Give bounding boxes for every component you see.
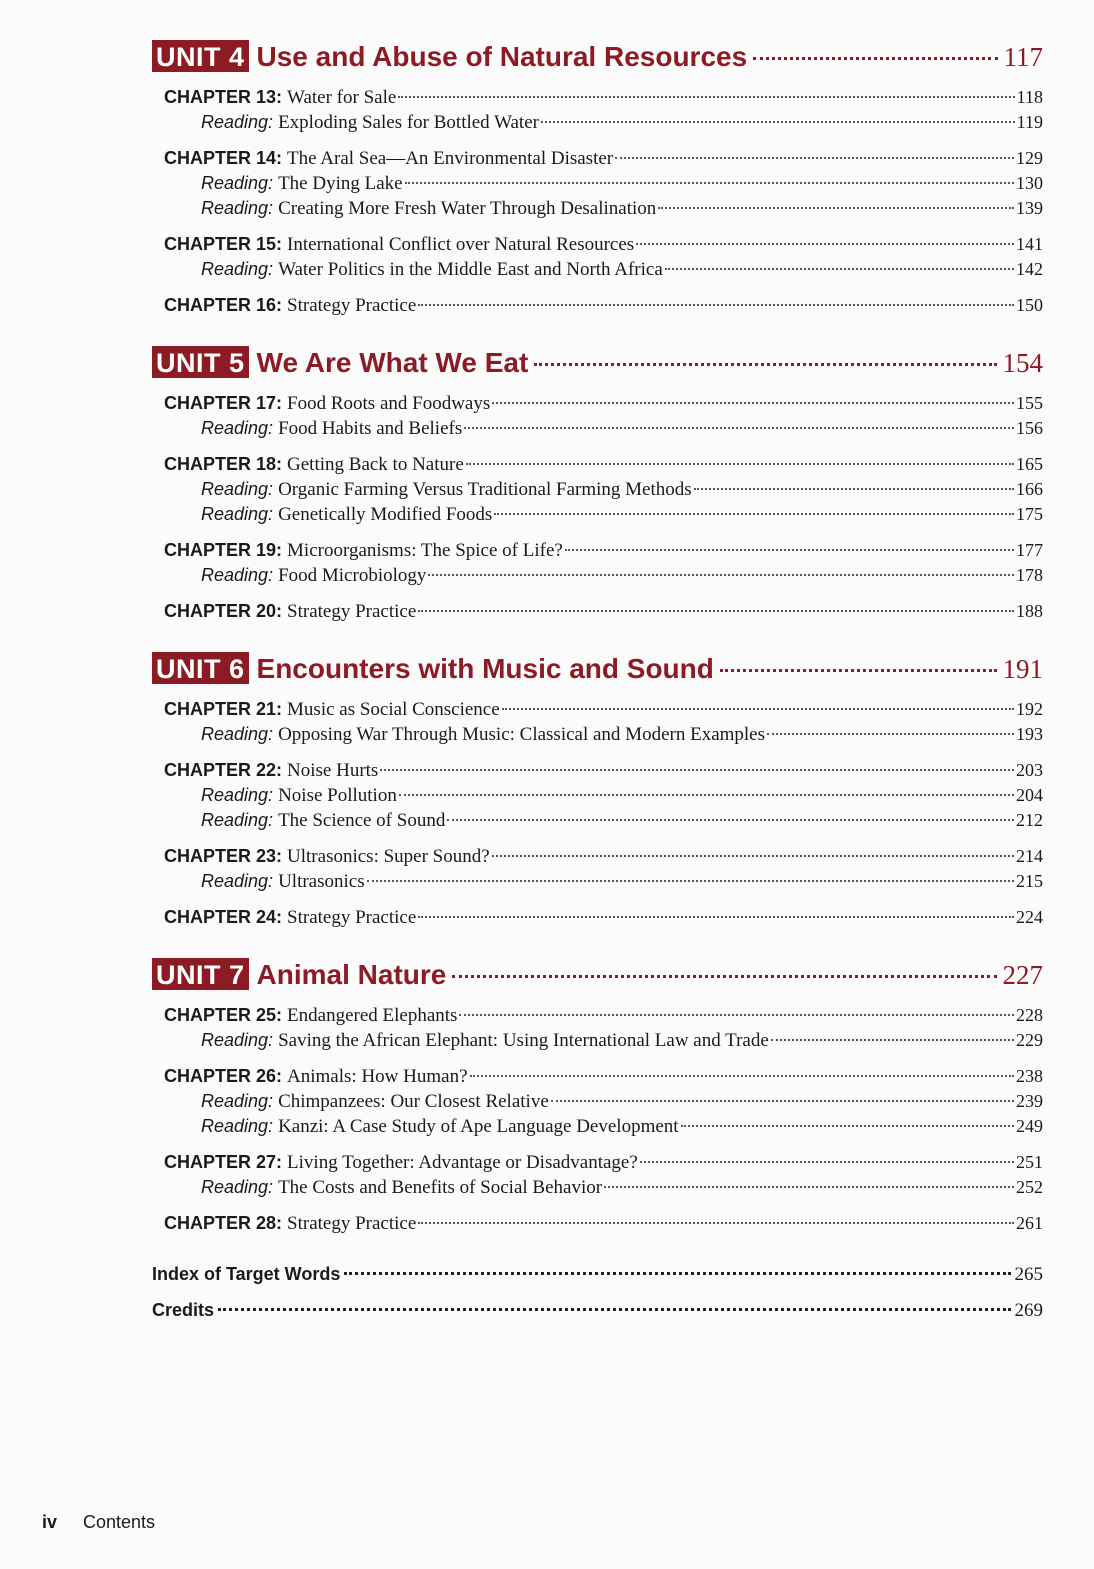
chapter-title: Endangered Elephants xyxy=(287,1005,458,1026)
dot-leader xyxy=(218,1308,1010,1311)
chapter-entry[interactable] xyxy=(152,1066,1043,1091)
reading-entry[interactable] xyxy=(152,1177,1043,1202)
reading-title: Exploding Sales for Bottled Water xyxy=(278,112,539,133)
dot-leader xyxy=(492,855,1014,857)
chapter-group xyxy=(152,295,1043,320)
page-number: iv xyxy=(42,1512,58,1532)
chapter-title: Microorganisms: The Spice of Life? xyxy=(287,540,563,561)
chapter-page-number: 251 xyxy=(1016,1152,1043,1172)
reading-label: Reading: xyxy=(201,173,274,193)
dot-leader xyxy=(399,794,1014,796)
unit-title: Encounters with Music and Sound xyxy=(256,653,714,684)
reading-entry[interactable] xyxy=(152,173,1043,198)
chapter-title: Strategy Practice xyxy=(287,601,417,622)
chapter-label: CHAPTER 19: xyxy=(164,540,283,560)
chapter-entry[interactable] xyxy=(152,295,1043,320)
dot-leader xyxy=(565,549,1014,551)
chapter-entry[interactable] xyxy=(152,601,1043,626)
dot-leader xyxy=(494,513,1014,515)
dot-leader xyxy=(615,157,1014,159)
reading-entry[interactable] xyxy=(152,112,1043,137)
unit-page-number: 117 xyxy=(1003,42,1043,72)
reading-label: Reading: xyxy=(201,198,274,218)
dot-leader xyxy=(459,1014,1014,1016)
chapter-page-number: 155 xyxy=(1016,393,1043,413)
chapter-group xyxy=(152,1005,1043,1055)
unit-badge: UNIT 6 xyxy=(152,652,249,684)
chapter-entry[interactable] xyxy=(152,1005,1043,1030)
dot-leader xyxy=(344,1272,1010,1275)
reading-title: Genetically Modified Foods xyxy=(278,504,493,525)
reading-page-number: 139 xyxy=(1016,198,1043,218)
reading-title: Food Microbiology xyxy=(278,565,427,586)
chapter-group xyxy=(152,234,1043,284)
reading-label: Reading: xyxy=(201,871,274,891)
reading-label: Reading: xyxy=(201,810,274,830)
chapter-page-number: 203 xyxy=(1016,760,1043,780)
reading-label: Reading: xyxy=(201,1116,274,1136)
reading-entry[interactable] xyxy=(152,1091,1043,1116)
dot-leader xyxy=(720,669,997,672)
chapter-page-number: 188 xyxy=(1016,601,1043,621)
dot-leader xyxy=(534,363,996,366)
unit-heading[interactable] xyxy=(152,958,1043,991)
reading-title: The Science of Sound xyxy=(278,810,446,831)
reading-label: Reading: xyxy=(201,1177,274,1197)
chapter-title: Music as Social Conscience xyxy=(287,699,500,720)
chapter-label: CHAPTER 18: xyxy=(164,454,283,474)
dot-leader xyxy=(665,268,1014,270)
unit-title: Animal Nature xyxy=(256,959,447,990)
chapter-page-number: 118 xyxy=(1016,87,1043,107)
chapter-label: CHAPTER 25: xyxy=(164,1005,283,1025)
chapter-title: Ultrasonics: Super Sound? xyxy=(287,846,490,867)
units-list xyxy=(152,40,1043,1238)
unit-section xyxy=(152,40,1043,320)
reading-page-number: 239 xyxy=(1016,1091,1043,1111)
chapter-entry[interactable] xyxy=(152,234,1043,259)
dot-leader xyxy=(753,57,997,60)
reading-title: The Costs and Benefits of Social Behavior xyxy=(278,1177,603,1198)
dot-leader xyxy=(466,463,1014,465)
chapter-label: CHAPTER 21: xyxy=(164,699,283,719)
reading-title: Saving the African Elephant: Using International Law and Trade xyxy=(278,1030,769,1051)
chapter-page-number: 177 xyxy=(1016,540,1043,560)
back-matter-entry[interactable] xyxy=(152,1264,1043,1300)
reading-title: Water Politics in the Middle East and North Africa xyxy=(278,259,663,280)
dot-leader xyxy=(418,610,1014,612)
running-footer-label: Contents xyxy=(83,1512,156,1532)
reading-entry[interactable] xyxy=(152,198,1043,223)
reading-page-number: 252 xyxy=(1016,1177,1043,1197)
dot-leader xyxy=(694,488,1014,490)
chapter-page-number: 228 xyxy=(1016,1005,1043,1025)
reading-entry[interactable] xyxy=(152,504,1043,529)
table-of-contents xyxy=(152,40,1043,1336)
reading-label: Reading: xyxy=(201,259,274,279)
chapter-label: CHAPTER 28: xyxy=(164,1213,283,1233)
dot-leader xyxy=(771,1039,1014,1041)
chapter-entry[interactable] xyxy=(152,393,1043,418)
dot-leader xyxy=(640,1161,1014,1163)
dot-leader xyxy=(767,733,1014,735)
dot-leader xyxy=(502,708,1014,710)
reading-entry[interactable] xyxy=(152,810,1043,835)
reading-page-number: 156 xyxy=(1016,418,1043,438)
chapter-group xyxy=(152,699,1043,749)
reading-page-number: 212 xyxy=(1016,810,1043,830)
reading-title: Food Habits and Beliefs xyxy=(278,418,463,439)
back-matter-page-number: 265 xyxy=(1014,1264,1043,1285)
chapter-title: Living Together: Advantage or Disadvantage? xyxy=(287,1152,638,1173)
chapter-page-number: 129 xyxy=(1016,148,1043,168)
dot-leader xyxy=(681,1125,1014,1127)
chapter-title: Strategy Practice xyxy=(287,907,417,928)
chapter-entry[interactable] xyxy=(152,907,1043,932)
chapter-label: CHAPTER 27: xyxy=(164,1152,283,1172)
chapter-group xyxy=(152,1066,1043,1141)
reading-page-number: 130 xyxy=(1016,173,1043,193)
chapter-title: Strategy Practice xyxy=(287,295,417,316)
chapter-title: Water for Sale xyxy=(287,87,397,108)
reading-entry[interactable] xyxy=(152,1116,1043,1141)
reading-label: Reading: xyxy=(201,1030,274,1050)
reading-entry[interactable] xyxy=(152,785,1043,810)
reading-title: Organic Farming Versus Traditional Farming Methods xyxy=(278,479,692,500)
dot-leader xyxy=(447,819,1014,821)
chapter-label: CHAPTER 20: xyxy=(164,601,283,621)
dot-leader xyxy=(658,207,1014,209)
dot-leader xyxy=(541,121,1015,123)
chapter-title: Strategy Practice xyxy=(287,1213,417,1234)
chapter-entry[interactable] xyxy=(152,846,1043,871)
reading-page-number: 166 xyxy=(1016,479,1043,499)
chapter-page-number: 261 xyxy=(1016,1213,1043,1233)
chapter-entry[interactable] xyxy=(152,148,1043,173)
chapter-label: CHAPTER 15: xyxy=(164,234,283,254)
reading-entry[interactable] xyxy=(152,418,1043,443)
reading-entry[interactable] xyxy=(152,565,1043,590)
chapter-group xyxy=(152,1152,1043,1202)
reading-page-number: 215 xyxy=(1016,871,1043,891)
chapter-group xyxy=(152,540,1043,590)
unit-section xyxy=(152,346,1043,626)
reading-entry[interactable] xyxy=(152,479,1043,504)
chapter-group xyxy=(152,87,1043,137)
chapter-entry[interactable] xyxy=(152,540,1043,565)
chapter-label: CHAPTER 22: xyxy=(164,760,283,780)
unit-page-number: 227 xyxy=(1002,960,1043,990)
chapter-label: CHAPTER 13: xyxy=(164,87,283,107)
chapter-page-number: 214 xyxy=(1016,846,1043,866)
chapter-group xyxy=(152,1213,1043,1238)
unit-page-number: 191 xyxy=(1002,654,1043,684)
unit-heading[interactable] xyxy=(152,346,1043,379)
chapter-entry[interactable] xyxy=(152,1213,1043,1238)
unit-section xyxy=(152,652,1043,932)
dot-leader xyxy=(405,182,1014,184)
unit-section xyxy=(152,958,1043,1238)
chapter-entry[interactable] xyxy=(152,1152,1043,1177)
unit-page-number: 154 xyxy=(1002,348,1043,378)
unit-badge: UNIT 5 xyxy=(152,346,249,378)
chapter-page-number: 165 xyxy=(1016,454,1043,474)
chapter-title: Food Roots and Foodways xyxy=(287,393,491,414)
unit-badge: UNIT 7 xyxy=(152,958,249,990)
reading-entry[interactable] xyxy=(152,724,1043,749)
chapter-page-number: 192 xyxy=(1016,699,1043,719)
reading-entry[interactable] xyxy=(152,1030,1043,1055)
back-matter-title: Index of Target Words xyxy=(152,1264,341,1284)
dot-leader xyxy=(418,304,1014,306)
chapter-group xyxy=(152,393,1043,443)
reading-page-number: 193 xyxy=(1016,724,1043,744)
unit-heading[interactable] xyxy=(152,40,1043,73)
reading-entry[interactable] xyxy=(152,259,1043,284)
reading-page-number: 204 xyxy=(1016,785,1043,805)
dot-leader xyxy=(636,243,1014,245)
dot-leader xyxy=(492,402,1014,404)
unit-title: We Are What We Eat xyxy=(256,347,529,378)
chapter-page-number: 224 xyxy=(1016,907,1043,927)
dot-leader xyxy=(428,574,1014,576)
chapter-label: CHAPTER 17: xyxy=(164,393,283,413)
chapter-entry[interactable] xyxy=(152,454,1043,479)
back-matter-title: Credits xyxy=(152,1300,215,1320)
chapter-label: CHAPTER 14: xyxy=(164,148,283,168)
back-matter-entry[interactable] xyxy=(152,1300,1043,1336)
reading-page-number: 175 xyxy=(1016,504,1043,524)
chapter-group xyxy=(152,760,1043,835)
unit-heading[interactable] xyxy=(152,652,1043,685)
dot-leader xyxy=(551,1100,1014,1102)
chapter-page-number: 150 xyxy=(1016,295,1043,315)
reading-label: Reading: xyxy=(201,504,274,524)
back-matter-page-number: 269 xyxy=(1014,1300,1043,1321)
unit-title: Use and Abuse of Natural Resources xyxy=(256,41,748,72)
reading-label: Reading: xyxy=(201,724,274,744)
dot-leader xyxy=(470,1075,1014,1077)
reading-label: Reading: xyxy=(201,565,274,585)
reading-title: Noise Pollution xyxy=(278,785,397,806)
reading-title: Creating More Fresh Water Through Desalination xyxy=(278,198,657,219)
chapter-entry[interactable] xyxy=(152,699,1043,724)
chapter-group xyxy=(152,601,1043,626)
reading-page-number: 249 xyxy=(1016,1116,1043,1136)
dot-leader xyxy=(452,975,996,978)
chapter-entry[interactable] xyxy=(152,87,1043,112)
chapter-page-number: 238 xyxy=(1016,1066,1043,1086)
chapter-group xyxy=(152,846,1043,896)
chapter-title: The Aral Sea—An Environmental Disaster xyxy=(287,148,614,169)
chapter-label: CHAPTER 16: xyxy=(164,295,283,315)
reading-label: Reading: xyxy=(201,785,274,805)
chapter-title: International Conflict over Natural Resources xyxy=(287,234,635,255)
dot-leader xyxy=(418,1222,1014,1224)
reading-title: Chimpanzees: Our Closest Relative xyxy=(278,1091,549,1112)
dot-leader xyxy=(367,880,1014,882)
chapter-label: CHAPTER 23: xyxy=(164,846,283,866)
reading-label: Reading: xyxy=(201,1091,274,1111)
dot-leader xyxy=(398,96,1014,98)
page-footer xyxy=(42,1512,155,1533)
reading-label: Reading: xyxy=(201,112,274,132)
chapter-label: CHAPTER 26: xyxy=(164,1066,283,1086)
chapter-title: Getting Back to Nature xyxy=(287,454,464,475)
reading-page-number: 119 xyxy=(1016,112,1043,132)
dot-leader xyxy=(380,769,1014,771)
unit-badge: UNIT 4 xyxy=(152,40,249,72)
dot-leader xyxy=(418,916,1014,918)
dot-leader xyxy=(464,427,1014,429)
reading-label: Reading: xyxy=(201,479,274,499)
chapter-group xyxy=(152,907,1043,932)
chapter-label: CHAPTER 24: xyxy=(164,907,283,927)
reading-title: Ultrasonics xyxy=(278,871,365,892)
chapter-group xyxy=(152,148,1043,223)
reading-title: Kanzi: A Case Study of Ape Language Development xyxy=(278,1116,679,1137)
dot-leader xyxy=(604,1186,1014,1188)
chapter-title: Noise Hurts xyxy=(287,760,379,781)
back-matter-list xyxy=(152,1264,1043,1336)
chapter-entry[interactable] xyxy=(152,760,1043,785)
reading-title: The Dying Lake xyxy=(278,173,403,194)
reading-page-number: 142 xyxy=(1016,259,1043,279)
reading-entry[interactable] xyxy=(152,871,1043,896)
chapter-group xyxy=(152,454,1043,529)
chapter-page-number: 141 xyxy=(1016,234,1043,254)
reading-page-number: 229 xyxy=(1016,1030,1043,1050)
reading-label: Reading: xyxy=(201,418,274,438)
reading-title: Opposing War Through Music: Classical and Modern Examples xyxy=(278,724,766,745)
reading-page-number: 178 xyxy=(1016,565,1043,585)
chapter-title: Animals: How Human? xyxy=(287,1066,468,1087)
